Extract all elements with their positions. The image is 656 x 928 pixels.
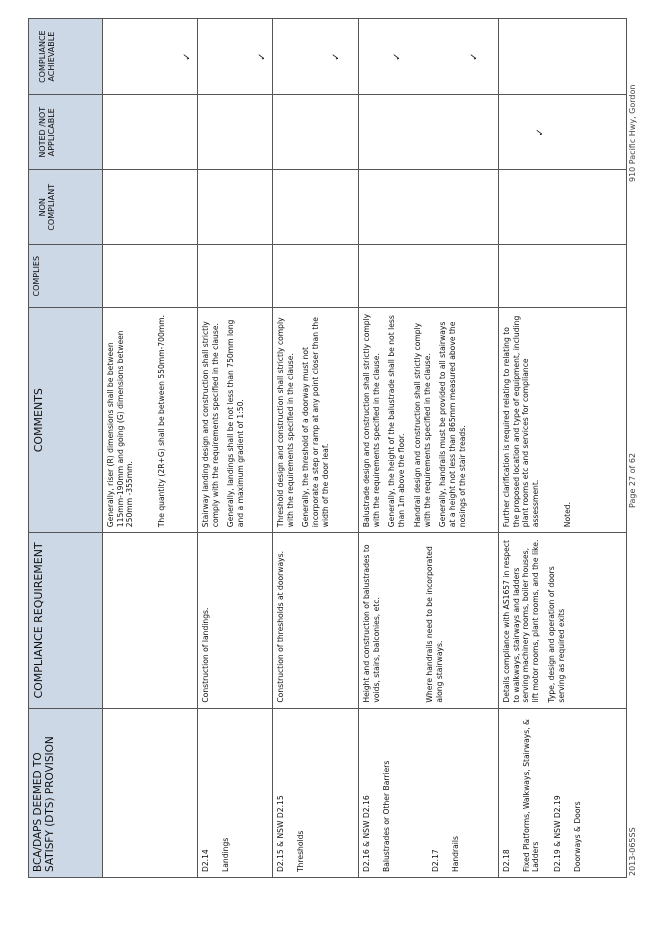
- clause-number: D2.14: [201, 849, 210, 872]
- requirement-text: Construction of thresholds at doorways.: [276, 550, 285, 703]
- complies-cell: [103, 245, 198, 308]
- clause-number: D2.19 & NSW D2.19: [553, 795, 563, 872]
- noted-cell: [103, 95, 198, 170]
- footer-page-number: Page 27 of 62: [628, 452, 637, 508]
- header-comments: COMMENTS: [29, 308, 103, 533]
- provision-cell: [103, 708, 198, 877]
- requirement-text: Height and construction of balustrades to voids, stairs, balconies, etc.: [362, 544, 381, 703]
- check-mark-icon: ✓: [391, 52, 403, 61]
- requirement-cell: [198, 533, 273, 708]
- header-non-compliant-label: NON COMPLIANT: [38, 183, 57, 231]
- comment-text: Generally, riser (R) dimensions shall be between 115mm-190mm and going (G) dimensions between 250mm -355mm.: [106, 330, 135, 528]
- footer-project-code: 2013-065SS: [628, 827, 637, 876]
- comment-text: Noted.: [562, 501, 572, 528]
- noted-cell: [198, 95, 273, 170]
- clause-number: D2.15 & NSW D2.15: [276, 795, 285, 872]
- header-row: [29, 19, 103, 878]
- header-provision: BCA/DAPS DEEMED TO SATISFY (DTS) PROVISION: [29, 708, 103, 877]
- non-compliant-cell: [359, 170, 499, 245]
- clause-title: Handrails: [451, 836, 461, 872]
- comments-cell: [273, 308, 359, 533]
- header-achievable: [29, 19, 103, 95]
- non-compliant-cell: [499, 170, 627, 245]
- comments-cell: [103, 308, 198, 533]
- noted-cell: [359, 95, 499, 170]
- achievable-cell: [257, 19, 359, 95]
- provision-cell: [359, 708, 499, 877]
- provision-cell: [273, 708, 359, 877]
- comments-cell: [499, 308, 627, 533]
- header-noted-label: NOTED /NOT APPLICABLE: [38, 106, 57, 158]
- requirement-cell: [273, 533, 359, 708]
- requirement-text: Details compliance with AS1657 in respect to walkways, stairways and ladders serving machinery rooms, boiler houses, lift motor rooms, plant rooms, and the like.: [502, 539, 541, 703]
- check-mark-icon: ✓: [257, 52, 268, 61]
- complies-cell: [499, 245, 627, 308]
- table-row: [359, 19, 499, 878]
- achievable-cell: [469, 19, 627, 95]
- complies-cell: [198, 245, 273, 308]
- check-mark-icon: ✓: [469, 52, 480, 61]
- noted-cell: [499, 95, 627, 170]
- comment-text: Handrail design and construction shall strictly comply with the requirements specified in the clause.: [412, 322, 432, 528]
- clause-title: Thresholds: [295, 830, 305, 872]
- clause-title: Fixed Platforms, Walkways, Stairways, & Ladders: [521, 719, 541, 872]
- comment-text: Further clarification is required relating to relating to the proposed location and type of equipment, including plant rooms etc and services for compliance assessment.: [502, 315, 541, 528]
- comment-text: Generally, handrails must be provided to all stairways at a height not less than 865mm measured above the nosings of the stair treads.: [438, 321, 467, 528]
- clause-number: D2.18: [502, 849, 511, 872]
- comment-text: Generally, landings shall be not less than 750mm long and a maximum gradient of 1:50.: [226, 319, 246, 528]
- comments-cell: [198, 308, 273, 533]
- clause-number: D2.17: [431, 849, 441, 872]
- comment-text: Balustrade design and construction shall strictly comply with the requirements specified in the clause.: [362, 313, 381, 528]
- requirement-text: Construction of landings.: [201, 607, 210, 703]
- check-mark-icon: ✓: [182, 52, 193, 61]
- clause-number: D2.16 & NSW D2.16: [362, 795, 371, 872]
- complies-cell: [359, 245, 499, 308]
- header-non-compliant: [29, 170, 103, 245]
- check-mark-icon: ✓: [331, 52, 342, 61]
- requirement-cell: [103, 533, 198, 708]
- non-compliant-cell: [198, 170, 273, 245]
- check-mark-icon: ✓: [535, 128, 546, 137]
- provision-cell: [198, 708, 273, 877]
- clause-title: Balustrades or Other Barriers: [381, 760, 391, 872]
- comment-text: Generally, the threshold of a doorway must not incorporate a step or ramp at any point closer than the width of the door leaf.: [301, 317, 330, 528]
- table-row: [103, 19, 198, 878]
- comment-text: Threshold design and construction shall strictly comply with the requirements specified in the clause.: [276, 317, 295, 528]
- header-complies: COMPLIES: [29, 245, 103, 308]
- header-achievable-label: COMPLIANCE ACHIEVABLE: [38, 30, 57, 83]
- comment-text: Stairway landing design and construction shall strictly comply with the requirements specified in the clause.: [201, 321, 220, 528]
- footer-address: 910 Pacific Hwy, Gordon: [628, 84, 637, 182]
- table-row: [198, 19, 273, 878]
- header-noted: [29, 95, 103, 170]
- comment-text: The quantity (2R+G) shall be between 550mm-700mm.: [157, 314, 167, 528]
- table-row: [499, 19, 627, 878]
- comments-cell: [359, 308, 499, 533]
- clause-title: Landings: [220, 837, 230, 872]
- clause-title: Doorways & Doors: [572, 801, 582, 872]
- comment-text: Generally, the height of the balustrade shall be not less than 1m above the floor.: [387, 315, 407, 528]
- noted-cell: [273, 95, 359, 170]
- requirement-cell: [359, 533, 499, 708]
- requirement-text: Type, design and operation of doors serving as required exits: [546, 566, 566, 703]
- complies-cell: [273, 245, 359, 308]
- non-compliant-cell: [103, 170, 198, 245]
- header-requirement: COMPLIANCE REQUIREMENT: [29, 533, 103, 708]
- provision-cell: [499, 708, 627, 877]
- requirement-text: Where handrails need to be incorporated along stairways.: [425, 546, 445, 703]
- requirement-cell: [499, 533, 627, 708]
- non-compliant-cell: [273, 170, 359, 245]
- compliance-table: [28, 18, 627, 878]
- table-row: [273, 19, 359, 878]
